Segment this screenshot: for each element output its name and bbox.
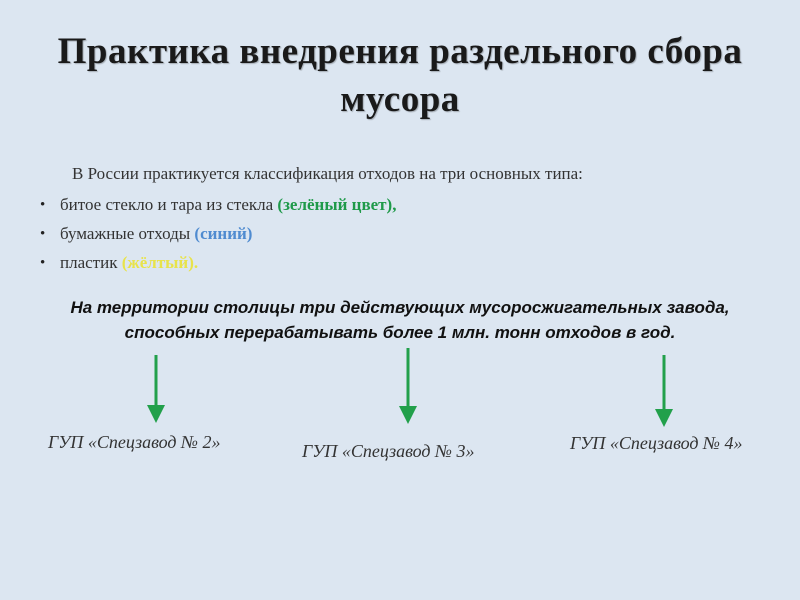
down-arrow-icon	[397, 348, 419, 428]
plant-label-3: ГУП «Спецзавод № 3»	[302, 441, 475, 461]
color-label-blue: (синий)	[194, 224, 253, 243]
down-arrow-icon	[145, 355, 167, 427]
list-item-text: пластик	[60, 253, 122, 272]
list-item-text: битое стекло и тара из стекла	[60, 195, 278, 214]
list-item-text: бумажные отходы	[60, 224, 195, 243]
plants-note: На территории столицы три действующих мусоросжигательных завода, способных перерабатывать более 1 млн. тонн отходов в год.	[70, 298, 730, 342]
waste-types-list	[40, 192, 396, 279]
plant-label-4: ГУП «Спецзавод № 4»	[570, 433, 743, 453]
intro-text: В России практикуется классификация отходов на три основных типа:	[72, 164, 583, 183]
list-item	[40, 221, 396, 250]
list-item	[40, 250, 396, 279]
bullet-icon: •	[40, 226, 46, 242]
color-label-green: (зелёный цвет),	[277, 195, 397, 214]
bullet-icon: •	[40, 255, 46, 271]
plant-label-2: ГУП «Спецзавод № 2»	[48, 432, 221, 452]
color-label-yellow: (жёлтый).	[121, 253, 199, 272]
page-title: Практика внедрения раздельного сбора мусора	[57, 31, 743, 120]
list-item	[40, 192, 396, 221]
bullet-icon: •	[40, 197, 46, 213]
down-arrow-icon	[653, 355, 675, 431]
